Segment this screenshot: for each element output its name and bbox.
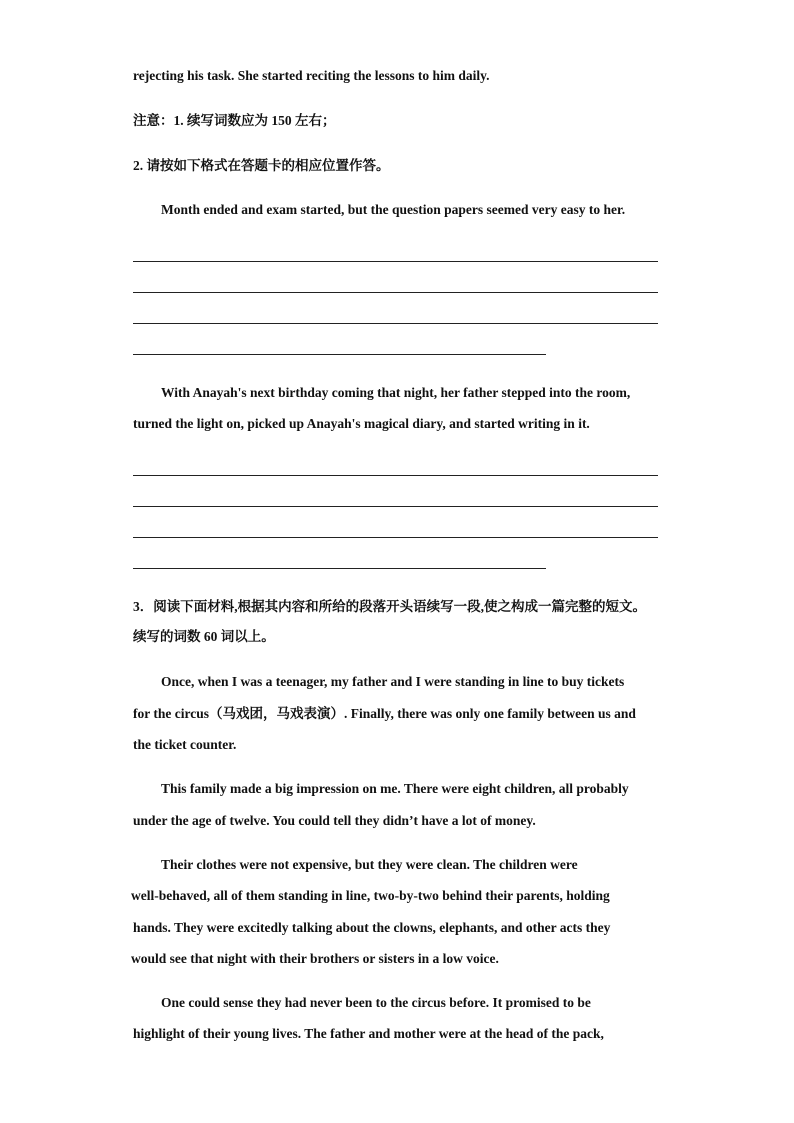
passage-line: for the circus（马戏团，马戏表演）. Finally, there was only one family between us and: [133, 706, 636, 721]
passage-line: highlight of their young lives. The father and mother were at the head of the pack,: [133, 1026, 604, 1041]
question-3-instruction: 3．阅读下面材料,根据其内容和所给的段落开头语续写一段,使之构成一篇完整的短文。: [133, 599, 646, 614]
answer-line[interactable]: [133, 537, 658, 538]
passage-line: One could sense they had never been to the circus before. It promised to be: [161, 995, 591, 1010]
answer-line[interactable]: [133, 261, 658, 262]
answer-line[interactable]: [133, 506, 658, 507]
passage-line: Their clothes were not expensive, but they were clean. The children were: [161, 857, 578, 872]
passage-line: well-behaved, all of them standing in line, two-by-two behind their parents, holding: [131, 888, 610, 903]
passage-line: hands. They were excitedly talking about the clowns, elephants, and other acts they: [133, 920, 611, 935]
passage-line: would see that night with their brothers or sisters in a low voice.: [131, 951, 499, 966]
text-line: turned the light on, picked up Anayah's magical diary, and started writing in it.: [133, 416, 590, 431]
text-line: rejecting his task. She started reciting the lessons to him daily.: [133, 68, 490, 83]
passage-line: This family made a big impression on me. There were eight children, all probably: [161, 781, 629, 796]
answer-line[interactable]: [133, 323, 658, 324]
passage-line: Once, when I was a teenager, my father and I were standing in line to buy tickets: [161, 674, 625, 689]
passage-line: the ticket counter.: [133, 737, 237, 752]
answer-line[interactable]: [133, 354, 546, 355]
format-instruction: 2. 请按如下格式在答题卡的相应位置作答。: [133, 158, 390, 173]
answer-line[interactable]: [133, 292, 658, 293]
note-heading: 注意：1. 续写词数应为 150 左右；: [133, 113, 336, 128]
paragraph-opening-1: Month ended and exam started, but the question papers seemed very easy to her.: [161, 202, 626, 217]
passage-line: under the age of twelve. You could tell they didn’t have a lot of money.: [133, 813, 536, 828]
answer-line[interactable]: [133, 568, 546, 569]
paragraph-opening-2: With Anayah's next birthday coming that night, her father stepped into the room,: [161, 385, 631, 400]
answer-line[interactable]: [133, 475, 658, 476]
question-3-word-count: 续写的词数 60 词以上。: [133, 629, 275, 644]
